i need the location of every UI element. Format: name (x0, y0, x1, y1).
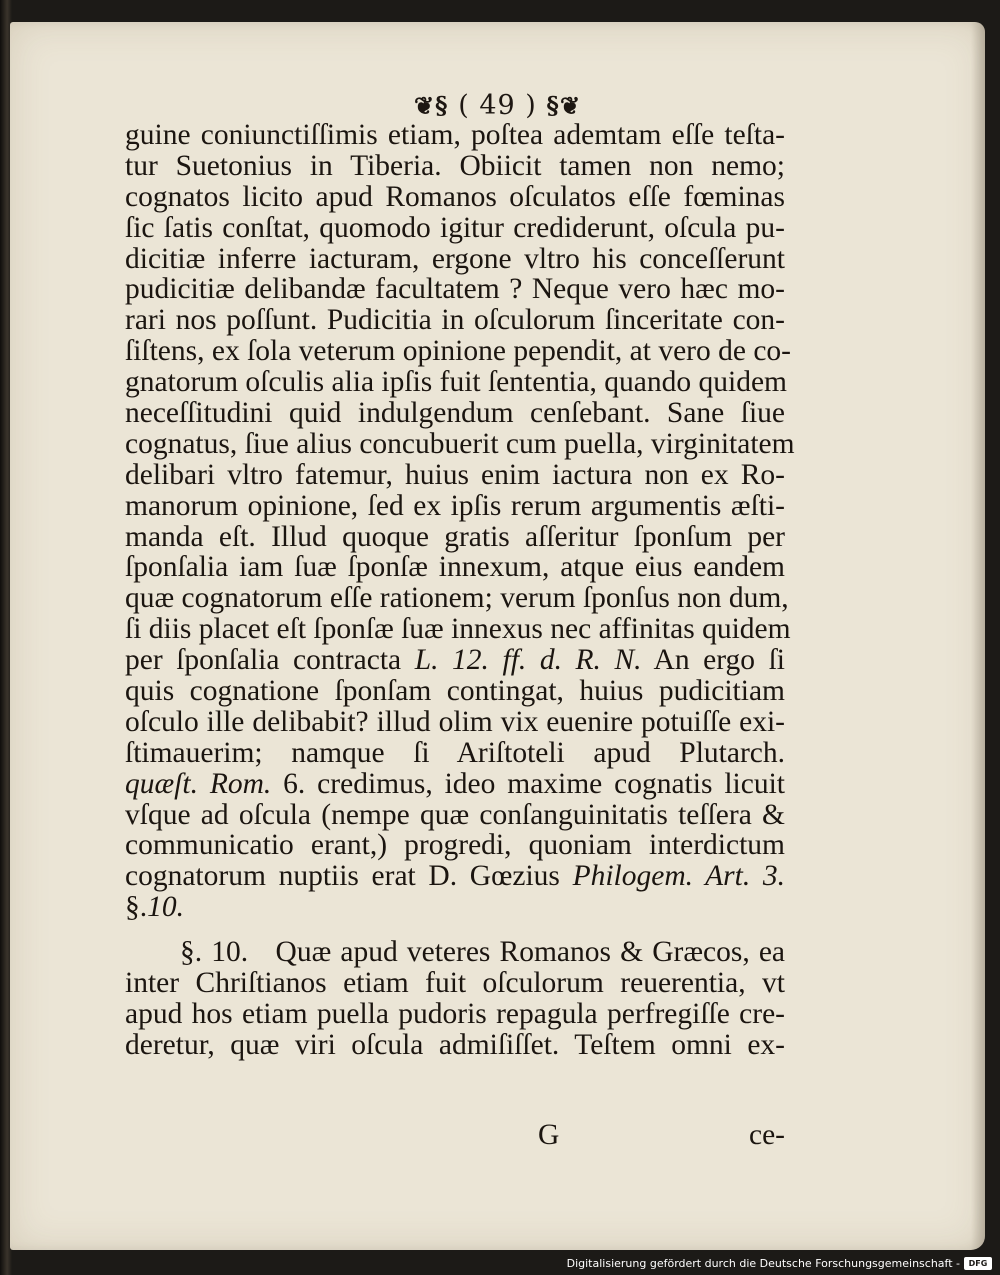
book-page (10, 22, 985, 1250)
text-line: apud hos etiam puella pudoris repagula perfregiſſe cre- (125, 997, 785, 1030)
text-line: inter Chriſtianos etiam fuit oſculorum reuerentia, vt (125, 967, 785, 1000)
text-line: delibari vltro fatemur, huius enim iactura non ex Ro- (125, 458, 785, 491)
right-ornament: §❦ (546, 91, 582, 120)
signature-mark: G (538, 1119, 560, 1151)
catchword: ce- (748, 1119, 785, 1151)
text-line: manorum opinione, ſed ex ipſis rerum argumentis æſti- (125, 489, 785, 522)
credit-text: Digitalisierung gefördert durch die Deutsche Forschungsgemeinschaft - (566, 1257, 960, 1270)
text-line: quis cognatione ſponſam contingat, huius pudicitiam (125, 675, 785, 708)
text-line (125, 892, 785, 923)
plutarch-citation: quæſt. Rom. (125, 767, 272, 800)
page-body (125, 119, 795, 1061)
text-line: neceſſitudini quid indulgendum cenſebant. Sane ſiue (125, 397, 785, 430)
text-line: ſi diis placet eſt ſponſæ ſuæ innexus nec affinitas quidem (125, 613, 791, 646)
line-end: An ergo ſi (653, 644, 785, 677)
text-line-with-citation (125, 769, 785, 800)
text-line: manda eſt. Illud quoque gratis aſſeritur ſponſum per (125, 520, 785, 553)
text-line: ſponſalia iam ſuæ ſponſæ innexum, atque eius eandem (125, 551, 785, 584)
text-line: deretur, quæ viri oſcula admiſiſſet. Teſtem omni ex- (125, 1028, 785, 1061)
text-line: cognatus, ſiue alius concubuerit cum puella, virginitatem (125, 427, 795, 460)
section-number: §. 10. (180, 936, 249, 969)
page-header (10, 90, 985, 121)
dfg-logo-icon: DFG (964, 1257, 992, 1270)
digitization-credit (567, 1257, 992, 1270)
text-line-with-citation (125, 861, 785, 892)
text-line: communicatio erant,) progredi, quoniam interdictum (125, 829, 785, 862)
text-line: oſculo ille delibabit? illud olim vix euenire potuiſſe exi- (125, 705, 785, 738)
section-symbol: §. (125, 891, 148, 924)
legal-citation: L. 12. ff. d. R. N. (414, 644, 642, 677)
page-number: ( 49 ) (458, 90, 537, 121)
goezius-citation: Philogem. Art. 3. (572, 860, 785, 893)
section-ref-number: 10. (147, 891, 184, 924)
text-line: ſic ſatis conſtat, quomodo igitur crediderunt, oſcula pu- (125, 211, 785, 244)
text-line-with-citation (125, 645, 785, 676)
left-ornament: ❦§ (413, 91, 449, 120)
text-line: dicitiæ inferre iacturam, ergone vltro his conceſſerunt (125, 242, 785, 275)
text-line: cognatos licito apud Romanos oſculatos eſſe fœminas (125, 180, 785, 213)
text-line: rari nos poſſunt. Pudicitia in oſculorum ſinceritate con- (125, 304, 785, 337)
section-first-line: §. 10. Quæ apud veteres Romanos & Græcos, ea (180, 936, 786, 969)
text-line: ſtimauerim; namque ſi Ariſtoteli apud Plutarch. (125, 736, 785, 769)
line-rest: 6. credimus, ideo maxime cognatis licuit (283, 767, 785, 800)
text-line: guine coniunctiſſimis etiam, poſtea ademtam eſſe teſta- (125, 119, 785, 151)
text-line: ſiſtens, ex ſola veterum opinione pependit, at vero de co- (125, 335, 791, 368)
text-line: gnatorum oſculis alia ipſis fuit ſententia, quando quidem (125, 366, 787, 399)
line-start: per ſponſalia contracta (125, 644, 402, 677)
text-line: pudicitiæ delibandæ facultatem ? Neque vero hæc mo- (125, 273, 785, 306)
text-line: vſque ad oſcula (nempe quæ conſanguinitatis teſſera & (125, 798, 785, 831)
page-footer (125, 1119, 785, 1151)
text-line: tur Suetonius in Tiberia. Obiicit tamen non nemo; (125, 149, 785, 182)
line-start: cognatorum nuptiis erat D. Gœzius (125, 860, 560, 893)
text-line: quæ cognatorum eſſe rationem; verum ſponſus non dum, (125, 582, 789, 615)
